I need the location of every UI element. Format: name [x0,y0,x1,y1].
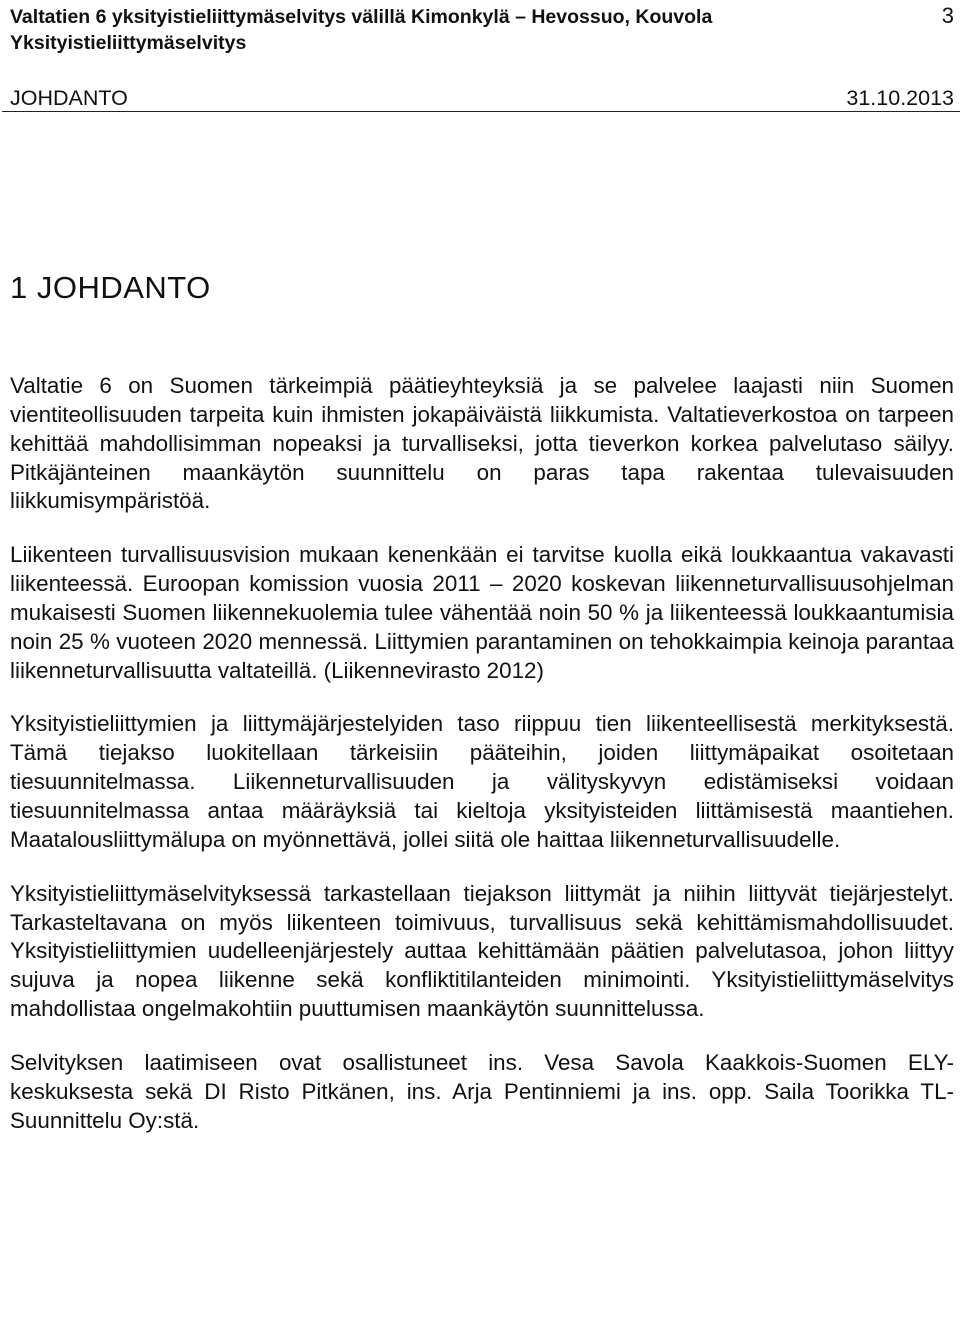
paragraph-intro: Valtatie 6 on Suomen tärkeimpiä päätieyhteyksiä ja se palvelee laajasti niin Suomen vientiteollisuuden tarpeita kuin ihmisten jokapäiväistä liikkumista. Valtatieverkostoa on tarpeen kehittää mahdollisimman nopeaksi ja turvalliseksi, jotta tieverkon korkea palvelutaso säilyy. Pitkäjänteinen maankäytön suunnittelu on paras tapa rakentaa tulevaisuuden liikkumisympäristöä. [10,373,954,514]
paragraph-junction-standards: Yksityistieliittymien ja liittymäjärjestelyiden taso riippuu tien liikenteellisestä merkityksestä. Tämä tiejakso luokitellaan tärkeisiin pääteihin, joiden liittymäpaikat osoitetaan tiesuunnitelmassa. Liikenneturvallisuuden ja välityskyvyn edistämiseksi voidaan tiesuunnitelmassa antaa määräyksiä tai kieltoja yksityisteiden liittämisestä maantiehen. Maatalousliittymälupa on myönnettävä, jollei siitä ole haittaa liikenneturvallisuudelle. [10,711,954,852]
chapter-heading: 1 JOHDANTO [10,270,211,305]
document-date: 31.10.2013 [846,86,954,110]
running-section-label: JOHDANTO [10,86,128,110]
report-title: Valtatien 6 yksityistieliittymäselvitys välillä Kimonkylä – Hevossuo, Kouvola Yksityistieliittymäselvitys [10,6,713,54]
document-page [10,0,954,1133]
header-divider [2,111,960,112]
paragraph-safety-vision: Liikenteen turvallisuusvision mukaan kenenkään ei tarvitse kuolla eikä loukkaantua vakavasti liikenteessä. Euroopan komission vuosia 2011 – 2020 koskevan liikenneturvallisuusohjelman mukaisesti Suomen liikennekuolemia tulee vähentää noin 50 % ja liikenteessä loukkaantumisia noin 25 % vuoteen 2020 mennessä. Liittymien parantaminen on tehokkaimpia keinoja parantaa liikenneturvallisuutta valtateillä. (Liikennevirasto 2012) [10,542,954,683]
page-number: 3 [941,3,954,28]
page-header [10,0,954,110]
body-text [10,372,954,1160]
paragraph-study-scope: Yksityistieliittymäselvityksessä tarkastellaan tiejakson liittymät ja niihin liittyvät tiejärjestelyt. Tarkasteltavana on myös liikenteen toimivuus, turvallisuus sekä kehittämismahdollisuudet. Yksityistieliittymien uudelleenjärjestely auttaa kehittämään päätien palvelutasoa, johon liittyy sujuva ja nopea liikenne sekä konfliktitilanteiden minimointi. Yksityistieliittymäselvitys mahdollistaa ongelmakohtiin puuttumisen maankäytön suunnittelussa. [10,880,954,1022]
paragraph-contributors: Selvityksen laatimiseen ovat osallistuneet ins. Vesa Savola Kaakkois-Suomen ELY-keskuksesta sekä DI Risto Pitkänen, ins. Arja Pentinniemi ja ins. opp. Saila Toorikka TL-Suunnittelu Oy:stä. [10,1049,954,1133]
